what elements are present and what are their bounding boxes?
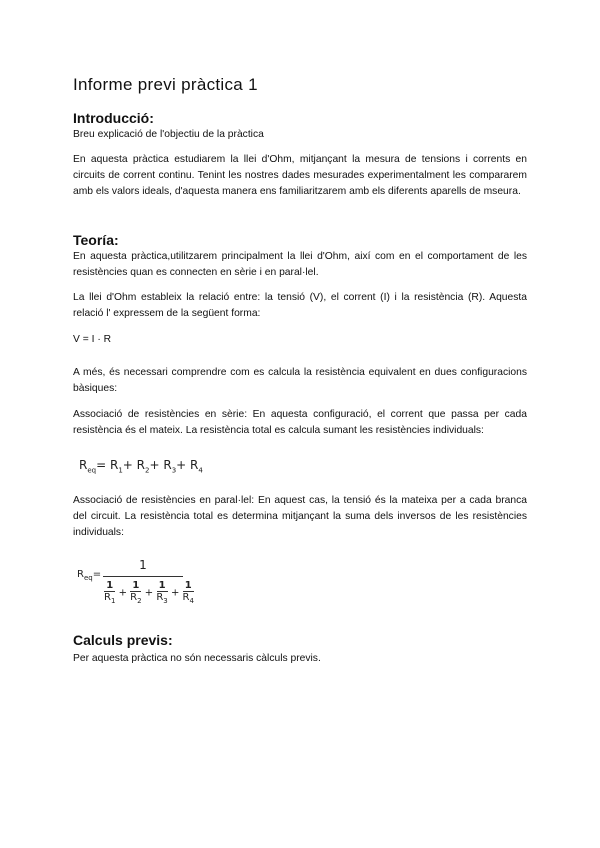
calcs-heading: Calculs previs:: [73, 632, 173, 648]
theory-paragraph-3: A més, és necessari comprendre com es calcula la resistència equivalent en dues configuracions bàsiques:: [73, 367, 527, 394]
intro-heading: Introducció:: [73, 110, 154, 126]
theory-heading: Teoría:: [73, 232, 119, 248]
theory-paragraph-1: En aquesta pràctica,utilitzarem principalment la llei d'Ohm, així com en el comportament de les resistències quan es connecten en sèrie i en paral·lel.: [73, 251, 527, 278]
theory-paragraph-5: Associació de resistències en paral·lel: En aquest cas, la tensió és la mateixa per a cada branca del circuit. La resistència total es determina mitjançant la suma dels inversos de les resistències individuals:: [73, 495, 527, 538]
ohm-formula: V = I · R: [73, 334, 112, 345]
calcs-paragraph: Per aquesta pràctica no són necessaris càlculs previs.: [73, 653, 321, 664]
intro-paragraph: En aquesta pràctica estudiarem la llei d'Ohm, mitjançant la mesura de tensions i corrents en circuits de corrent continu. Tenint les nostres dades mesurades experimentalment les compararem amb els valors ideals, d'aquesta manera ens familiaritzarem amb els diferents aparells de mseura.: [73, 154, 527, 197]
document-title: Informe previ pràctica 1: [73, 75, 258, 94]
series-formula: $R_{eq}= R_1+ R_2+ R_3+ R_4$: [79, 458, 203, 475]
theory-paragraph-4: Associació de resistències en sèrie: En aquesta configuració, el corrent que passa per cada resistència és el mateix. La resistència total es calcula sumant les resistències individuals:: [73, 409, 527, 436]
intro-subtitle: Breu explicació de l'objectiu de la pràctica: [73, 129, 264, 140]
theory-paragraph-2: La llei d'Ohm estableix la relació entre: la tensió (V), el corrent (I) i la resistència (R). Aquesta relació l' expressem de la següent forma:: [73, 292, 527, 319]
